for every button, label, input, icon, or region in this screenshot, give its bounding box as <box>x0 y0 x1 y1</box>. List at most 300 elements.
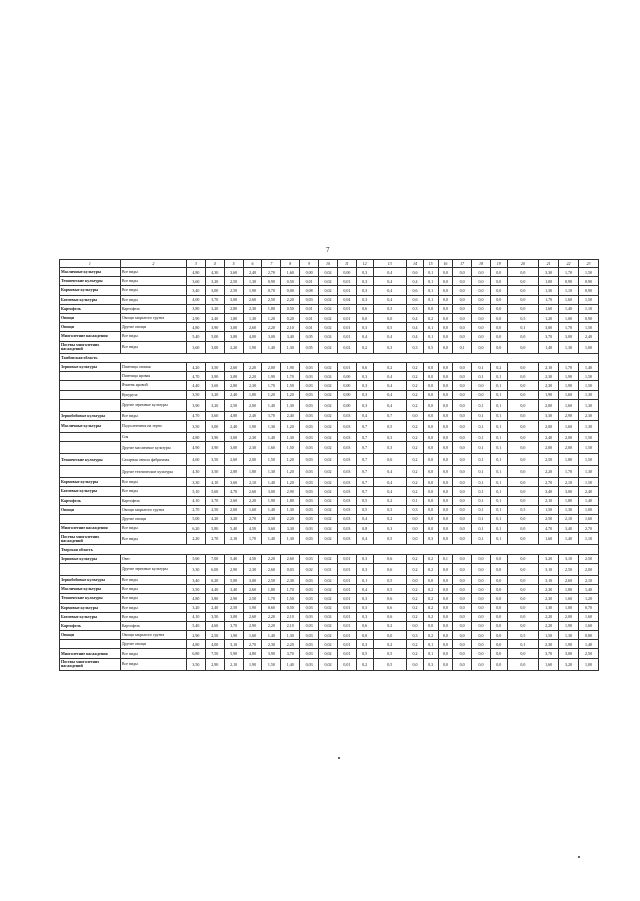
value-cell: 0,7 <box>356 454 373 466</box>
value-cell: 0,2 <box>423 612 438 621</box>
value-cell: 2,50 <box>578 554 598 563</box>
value-cell: 5,40 <box>186 621 205 630</box>
value-cell: 2,10 <box>539 496 559 505</box>
value-cell: 2,40 <box>539 432 559 441</box>
value-cell: 3,00 <box>205 286 224 295</box>
value-cell: 0,0 <box>438 505 453 514</box>
value-cell: 1,30 <box>578 390 598 399</box>
value-cell: 0,1 <box>472 372 491 381</box>
crop-cell: Посевы многолетних насаждений <box>60 341 121 353</box>
value-cell: 0,03 <box>300 575 319 584</box>
value-cell: 4,70 <box>186 411 205 420</box>
value-cell: 0,0 <box>507 524 538 533</box>
value-cell: 1,30 <box>578 399 598 411</box>
value-cell: 0,4 <box>356 533 373 545</box>
header-cell: 23 <box>578 260 598 268</box>
value-cell: 2,30 <box>578 411 598 420</box>
value-cell: 0,02 <box>319 411 338 420</box>
value-cell: 0,3 <box>407 304 424 313</box>
value-cell: 0,0 <box>507 533 538 545</box>
region-row <box>60 353 599 363</box>
value-cell: 0,4 <box>356 585 373 594</box>
value-cell: 2,00 <box>578 563 598 575</box>
value-cell: 4,10 <box>186 612 205 621</box>
value-cell: 3,40 <box>186 286 205 295</box>
crop-cell <box>60 442 121 454</box>
value-cell: 0,90 <box>578 277 598 286</box>
value-cell: 0,0 <box>472 277 491 286</box>
value-cell: 0,0 <box>373 631 407 640</box>
value-cell: 0,1 <box>423 323 438 332</box>
value-cell: 2,50 <box>205 505 224 514</box>
value-cell: 0,0 <box>490 323 507 332</box>
value-cell: 0,01 <box>337 575 356 584</box>
value-cell: 3,60 <box>205 411 224 420</box>
value-cell: 1,60 <box>559 399 579 411</box>
value-cell: 0,3 <box>356 563 373 575</box>
kind-cell: Все виды <box>120 341 186 353</box>
value-cell: 1,00 <box>559 313 579 322</box>
value-cell: 0,3 <box>356 277 373 286</box>
value-cell: 0,0 <box>423 487 438 496</box>
crop-cell: Посевы многолетних насаждений <box>60 658 121 670</box>
crop-cell: Кормовые культуры <box>60 478 121 487</box>
header-cell: 15 <box>423 260 438 268</box>
value-cell: 0,0 <box>507 432 538 441</box>
crop-cell: Масличные культуры <box>60 585 121 594</box>
value-cell: 1,80 <box>281 496 300 505</box>
value-cell: 3,70 <box>205 496 224 505</box>
value-cell: 3,40 <box>186 575 205 584</box>
value-cell: 0,02 <box>319 332 338 341</box>
value-cell: 0,0 <box>453 420 472 432</box>
value-cell: 0,03 <box>300 420 319 432</box>
kind-cell: Другие технические культуры <box>120 466 186 478</box>
value-cell: 2,20 <box>243 496 262 505</box>
header-cell: 21 <box>539 260 559 268</box>
crop-cell: Овощи <box>60 631 121 640</box>
value-cell: 5,60 <box>186 554 205 563</box>
table-row <box>60 631 599 640</box>
value-cell: 1,50 <box>262 658 281 670</box>
value-cell: 1,50 <box>539 631 559 640</box>
value-cell: 0,0 <box>423 454 438 466</box>
value-cell: 0,3 <box>356 286 373 295</box>
value-cell: 2,60 <box>243 295 262 304</box>
value-cell: 0,03 <box>300 621 319 630</box>
value-cell: 0,02 <box>319 286 338 295</box>
value-cell: 0,02 <box>319 554 338 563</box>
value-cell: 2,10 <box>559 478 579 487</box>
value-cell: 0,0 <box>472 631 491 640</box>
value-cell: 0,03 <box>337 411 356 420</box>
value-cell: 1,60 <box>539 658 559 670</box>
table-row <box>60 585 599 594</box>
table-row <box>60 658 599 670</box>
value-cell: 0,0 <box>507 420 538 432</box>
value-cell: 4,60 <box>186 454 205 466</box>
value-cell: 0,02 <box>319 341 338 353</box>
value-cell: 3,00 <box>224 372 243 381</box>
value-cell: 3,70 <box>281 649 300 658</box>
value-cell: 0,0 <box>453 612 472 621</box>
crop-cell: Технические культуры <box>60 454 121 466</box>
value-cell: 2,20 <box>186 533 205 545</box>
value-cell: 2,60 <box>243 612 262 621</box>
value-cell: 0,0 <box>438 621 453 630</box>
value-cell: 0,2 <box>407 420 424 432</box>
value-cell: 0,1 <box>490 478 507 487</box>
value-cell: 0,5 <box>373 533 407 545</box>
value-cell: 0,03 <box>300 505 319 514</box>
kind-cell: Все виды <box>120 478 186 487</box>
value-cell: 2,10 <box>281 612 300 621</box>
value-cell: 0,01 <box>300 323 319 332</box>
value-cell: 0,1 <box>490 432 507 441</box>
value-cell: 0,03 <box>300 454 319 466</box>
kind-cell: Все виды <box>120 286 186 295</box>
value-cell: 0,1 <box>472 420 491 432</box>
header-row <box>60 260 599 268</box>
value-cell: 0,02 <box>319 399 338 411</box>
value-cell: 0,0 <box>507 658 538 670</box>
value-cell: 1,40 <box>262 505 281 514</box>
value-cell: 0,0 <box>453 363 472 372</box>
value-cell: 0,0 <box>438 411 453 420</box>
value-cell: 2,30 <box>539 594 559 603</box>
value-cell: 2,30 <box>243 432 262 441</box>
value-cell: 0,02 <box>319 631 338 640</box>
value-cell: 0,0 <box>490 575 507 584</box>
value-cell: 2,50 <box>224 286 243 295</box>
value-cell: 0,2 <box>407 442 424 454</box>
value-cell: 0,4 <box>356 411 373 420</box>
value-cell: 4,50 <box>243 524 262 533</box>
value-cell: 2,30 <box>262 640 281 649</box>
value-cell: 0,2 <box>423 563 438 575</box>
value-cell: 0,1 <box>472 514 491 523</box>
value-cell: 0,0 <box>423 575 438 584</box>
value-cell: 0,03 <box>337 524 356 533</box>
value-cell: 2,30 <box>243 304 262 313</box>
value-cell: 0,03 <box>300 487 319 496</box>
value-cell: 0,0 <box>438 514 453 523</box>
value-cell: 0,1 <box>472 399 491 411</box>
value-cell: 0,4 <box>373 466 407 478</box>
kind-cell: Овес <box>120 554 186 563</box>
value-cell: 0,0 <box>490 277 507 286</box>
value-cell: 1,70 <box>559 466 579 478</box>
value-cell: 0,03 <box>337 505 356 514</box>
value-cell: 0,1 <box>472 533 491 545</box>
value-cell: 3,00 <box>539 323 559 332</box>
value-cell: 1,70 <box>539 295 559 304</box>
value-cell: 0,00 <box>337 390 356 399</box>
value-cell: 2,70 <box>539 478 559 487</box>
value-cell: 0,0 <box>453 563 472 575</box>
kind-cell: Все виды <box>120 603 186 612</box>
value-cell: 1,40 <box>539 341 559 353</box>
table-row <box>60 563 599 575</box>
value-cell: 3,90 <box>186 399 205 411</box>
value-cell: 0,4 <box>407 323 424 332</box>
table-row <box>60 363 599 372</box>
value-cell: 0,02 <box>319 658 338 670</box>
value-cell: 0,0 <box>423 505 438 514</box>
header-cell: 18 <box>472 260 491 268</box>
value-cell: 0,03 <box>300 649 319 658</box>
value-cell: 0,01 <box>300 277 319 286</box>
value-cell: 0,0 <box>507 277 538 286</box>
value-cell: 2,20 <box>262 621 281 630</box>
value-cell: 2,60 <box>224 454 243 466</box>
value-cell: 0,2 <box>407 478 424 487</box>
header-cell: 3 <box>186 260 205 268</box>
value-cell: 0,6 <box>407 286 424 295</box>
value-cell: 0,00 <box>337 372 356 381</box>
value-cell: 0,2 <box>407 432 424 441</box>
value-cell: 1,00 <box>578 658 598 670</box>
value-cell: 0,0 <box>453 442 472 454</box>
header-cell: 19 <box>490 260 507 268</box>
value-cell: 0,0 <box>472 381 491 390</box>
value-cell: 0,02 <box>319 268 338 277</box>
table-row <box>60 649 599 658</box>
value-cell: 1,20 <box>262 390 281 399</box>
value-cell: 4,20 <box>205 514 224 523</box>
value-cell: 1,70 <box>559 323 579 332</box>
value-cell: 4,80 <box>186 268 205 277</box>
value-cell: 2,30 <box>262 514 281 523</box>
value-cell: 2,80 <box>224 381 243 390</box>
value-cell: 0,4 <box>356 332 373 341</box>
header-cell: 20 <box>507 260 538 268</box>
value-cell: 1,50 <box>578 454 598 466</box>
value-cell: 0,6 <box>373 603 407 612</box>
table-row <box>60 524 599 533</box>
value-cell: 4,10 <box>205 478 224 487</box>
value-cell: 0,0 <box>507 332 538 341</box>
value-cell: 0,3 <box>356 323 373 332</box>
value-cell: 0,02 <box>319 621 338 630</box>
kind-cell: Все виды <box>120 585 186 594</box>
value-cell: 2,50 <box>262 295 281 304</box>
value-cell: 0,02 <box>319 594 338 603</box>
value-cell: 0,0 <box>438 454 453 466</box>
crop-cell: Бахчевые культуры <box>60 487 121 496</box>
value-cell: 1,30 <box>559 631 579 640</box>
value-cell: 0,0 <box>490 594 507 603</box>
value-cell: 3,30 <box>539 268 559 277</box>
header-cell: 11 <box>337 260 356 268</box>
value-cell: 0,0 <box>423 524 438 533</box>
value-cell: 2,20 <box>539 466 559 478</box>
value-cell: 6,20 <box>205 575 224 584</box>
value-cell: 2,90 <box>186 631 205 640</box>
value-cell: 0,0 <box>472 640 491 649</box>
value-cell: 0,0 <box>423 304 438 313</box>
table-row <box>60 621 599 630</box>
value-cell: 0,3 <box>407 505 424 514</box>
value-cell: 0,0 <box>453 268 472 277</box>
value-cell: 3,30 <box>539 411 559 420</box>
kind-cell: Другие зерновые культуры <box>120 563 186 575</box>
value-cell: 3,60 <box>262 524 281 533</box>
kind-cell: Другие овощи <box>120 514 186 523</box>
kind-cell: Другие зерновые культуры <box>120 399 186 411</box>
value-cell: 0,0 <box>438 478 453 487</box>
stray-mark <box>338 757 340 759</box>
value-cell: 0,0 <box>490 295 507 304</box>
value-cell: 0,0 <box>472 286 491 295</box>
table-row <box>60 304 599 313</box>
value-cell: 2,50 <box>205 631 224 640</box>
value-cell: 0,02 <box>319 454 338 466</box>
value-cell: 2,00 <box>559 432 579 441</box>
value-cell: 2,20 <box>243 363 262 372</box>
value-cell: 0,4 <box>373 372 407 381</box>
value-cell: 3,80 <box>224 332 243 341</box>
value-cell: 0,02 <box>319 585 338 594</box>
value-cell: 0,0 <box>453 332 472 341</box>
value-cell: 2,90 <box>186 313 205 322</box>
value-cell: 0,0 <box>453 304 472 313</box>
value-cell: 0,0 <box>423 496 438 505</box>
crop-cell: Картофель <box>60 304 121 313</box>
value-cell: 0,0 <box>453 399 472 411</box>
value-cell: 0,0 <box>453 381 472 390</box>
crop-cell: Зернобобовые культуры <box>60 411 121 420</box>
value-cell: 3,10 <box>539 575 559 584</box>
value-cell: 0,02 <box>319 295 338 304</box>
value-cell: 0,02 <box>319 466 338 478</box>
value-cell: 1,70 <box>281 585 300 594</box>
value-cell: 0,5 <box>507 631 538 640</box>
kind-cell: Картофель <box>120 621 186 630</box>
value-cell: 0,4 <box>373 390 407 399</box>
value-cell: 0,03 <box>337 442 356 454</box>
value-cell: 1,70 <box>262 381 281 390</box>
value-cell: 0,0 <box>438 390 453 399</box>
value-cell: 1,90 <box>281 363 300 372</box>
value-cell: 3,40 <box>539 487 559 496</box>
value-cell: 2,90 <box>205 658 224 670</box>
table-row <box>60 420 599 432</box>
value-cell: 3,20 <box>539 554 559 563</box>
value-cell: 0,1 <box>490 533 507 545</box>
value-cell: 2,20 <box>262 323 281 332</box>
value-cell: 0,0 <box>472 341 491 353</box>
value-cell: 2,20 <box>539 612 559 621</box>
value-cell: 2,60 <box>243 487 262 496</box>
value-cell: 1,90 <box>559 372 579 381</box>
value-cell: 3,90 <box>205 442 224 454</box>
value-cell: 2,50 <box>243 594 262 603</box>
value-cell: 0,03 <box>300 496 319 505</box>
table-row <box>60 323 599 332</box>
value-cell: 0,08 <box>300 286 319 295</box>
value-cell: 2,10 <box>281 621 300 630</box>
value-cell: 0,0 <box>407 411 424 420</box>
value-cell: 0,0 <box>507 372 538 381</box>
header-cell: 10 <box>319 260 338 268</box>
value-cell: 3,20 <box>205 399 224 411</box>
value-cell: 0,02 <box>319 640 338 649</box>
value-cell: 2,50 <box>224 399 243 411</box>
value-cell: 0,01 <box>337 585 356 594</box>
value-cell: 2,00 <box>262 363 281 372</box>
value-cell: 1,80 <box>224 313 243 322</box>
value-cell: 0,2 <box>356 341 373 353</box>
value-cell: 0,02 <box>319 323 338 332</box>
value-cell: 1,90 <box>262 496 281 505</box>
value-cell: 0,02 <box>319 533 338 545</box>
value-cell: 0,2 <box>373 621 407 630</box>
value-cell: 2,40 <box>578 332 598 341</box>
crop-cell: Зерновые культуры <box>60 363 121 372</box>
value-cell: 3,50 <box>205 612 224 621</box>
value-cell: 3,00 <box>559 649 579 658</box>
kind-cell: Другие овощи <box>120 323 186 332</box>
value-cell: 1,20 <box>281 478 300 487</box>
value-cell: 0,0 <box>438 649 453 658</box>
value-cell: 2,90 <box>243 621 262 630</box>
value-cell: 0,3 <box>356 603 373 612</box>
value-cell: 1,90 <box>539 390 559 399</box>
value-cell: 0,0 <box>472 649 491 658</box>
value-cell: 4,20 <box>186 363 205 372</box>
value-cell: 0,8 <box>356 524 373 533</box>
value-cell: 0,0 <box>438 585 453 594</box>
crop-cell <box>60 640 121 649</box>
value-cell: 0,1 <box>423 286 438 295</box>
value-cell: 1,90 <box>243 341 262 353</box>
header-cell: 2 <box>120 260 186 268</box>
value-cell: 0,0 <box>438 533 453 545</box>
value-cell: 0,0 <box>423 399 438 411</box>
crop-cell: Многолетние насаждения <box>60 649 121 658</box>
value-cell: 0,1 <box>490 466 507 478</box>
value-cell: 1,50 <box>578 381 598 390</box>
crop-cell: Посевы многолетних насаждений <box>60 533 121 545</box>
value-cell: 0,02 <box>319 505 338 514</box>
value-cell: 0,0 <box>490 621 507 630</box>
value-cell: 0,1 <box>423 332 438 341</box>
value-cell: 0,0 <box>453 411 472 420</box>
value-cell: 0,0 <box>507 442 538 454</box>
value-cell: 0,0 <box>507 594 538 603</box>
value-cell: 0,1 <box>472 466 491 478</box>
value-cell: 0,1 <box>472 411 491 420</box>
value-cell: 0,03 <box>337 454 356 466</box>
table-row <box>60 399 599 411</box>
value-cell: 3,70 <box>224 621 243 630</box>
value-cell: 1,30 <box>281 399 300 411</box>
value-cell: 0,0 <box>472 313 491 322</box>
kind-cell: Овощи закрытого грунта <box>120 631 186 640</box>
value-cell: 1,20 <box>281 454 300 466</box>
value-cell: 0,1 <box>438 554 453 563</box>
table-row <box>60 390 599 399</box>
value-cell: 1,40 <box>578 496 598 505</box>
table-row <box>60 466 599 478</box>
value-cell: 0,0 <box>490 649 507 658</box>
value-cell: 0,0 <box>423 390 438 399</box>
value-cell: 1,60 <box>559 295 579 304</box>
value-cell: 0,03 <box>337 533 356 545</box>
crop-cell: Кормовые культуры <box>60 286 121 295</box>
value-cell: 0,02 <box>319 381 338 390</box>
